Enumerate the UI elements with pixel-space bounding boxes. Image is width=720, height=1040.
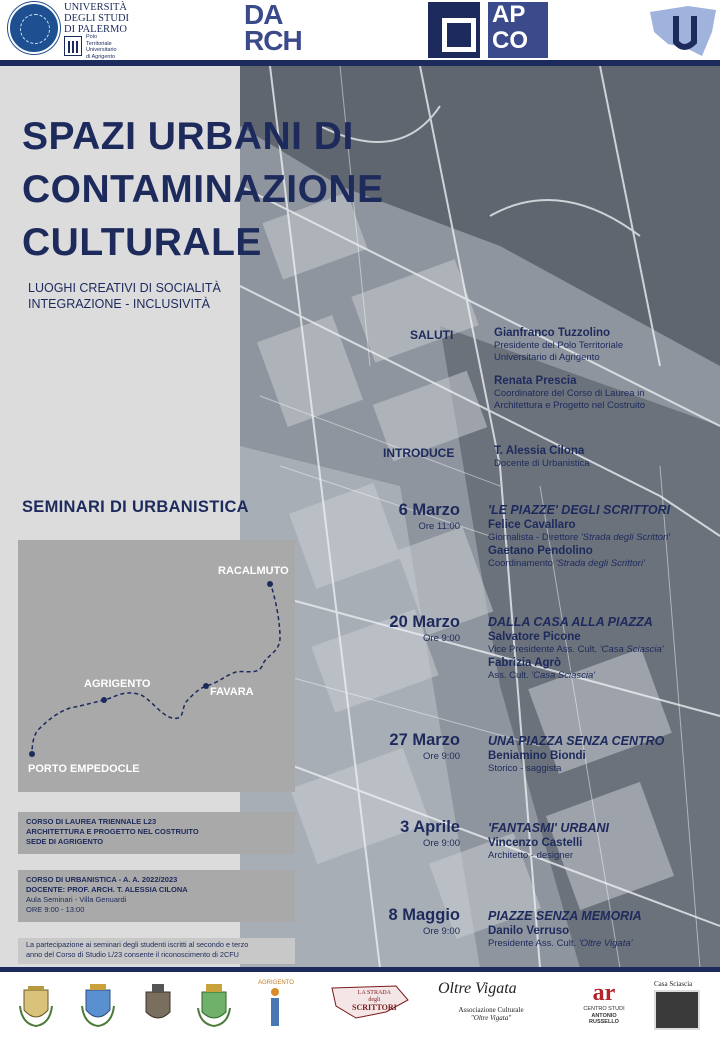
favara-marker bbox=[203, 683, 209, 689]
municipal-crest-icon bbox=[80, 980, 116, 1028]
place-racalmuto: RACALMUTO bbox=[218, 565, 289, 577]
seminar-date: 6 Marzo Ore 11:00 bbox=[398, 501, 460, 532]
saluti-person: Renata Prescia Coordinatore del Corso di Laurea in Architettura e Progetto nel Costruito bbox=[494, 375, 646, 411]
subtitle: LUOGHI CREATIVI DI SOCIALITÀ INTEGRAZIONE - INCLUSIVITÀ bbox=[28, 281, 221, 311]
municipal-crest-icon bbox=[140, 980, 176, 1028]
seminar-date: 3 Aprile Ore 9:00 bbox=[400, 818, 460, 849]
introduce-person: T. Alessia Cilona Docente di Urbanistica bbox=[494, 445, 590, 469]
seminar-date: 8 Maggio Ore 9:00 bbox=[388, 906, 460, 937]
municipal-crest-icon bbox=[18, 980, 54, 1028]
porto-empedocle-marker bbox=[29, 751, 35, 757]
seminar-event: DALLA CASA ALLA PIAZZA Salvatore Picone Vice Presidente Ass. Cult. 'Casa Sciascia' Fabrizia Agrò Ass. Cult. 'Casa Sciascia' bbox=[488, 615, 664, 681]
university-seal-logo bbox=[8, 2, 60, 54]
route-map bbox=[18, 540, 295, 792]
seminar-date: 27 Marzo Ore 9:00 bbox=[389, 731, 460, 762]
sicily-map-logo bbox=[648, 2, 718, 60]
seminars-heading: SEMINARI DI URBANISTICA bbox=[22, 498, 249, 516]
footer-logos bbox=[0, 972, 720, 1040]
place-porto-empedocle: PORTO EMPEDOCLE bbox=[28, 763, 140, 775]
casa-sciascia-logo: Casa Sciascia bbox=[654, 980, 704, 1038]
introduce-label: INTRODUCE bbox=[383, 446, 455, 460]
polo-name: Polo Territoriale Universitario di Agrigento bbox=[86, 34, 117, 60]
oltre-vigata-logo: Oltre Vigata Associazione Culturale "Oltre Vigata" bbox=[438, 980, 524, 1022]
seminar-event: PIAZZE SENZA MEMORIA Danilo Verruso Presidente Ass. Cult. 'Oltre Vigata' bbox=[488, 909, 642, 949]
seminar-event: UNA PIAZZA SENZA CENTRO Beniamino Biondi Storico - saggista bbox=[488, 734, 665, 774]
strada-scrittori-logo: LA STRADA degli SCRITTORI bbox=[326, 980, 412, 1028]
polo-building-icon bbox=[64, 36, 82, 56]
seminar-event: 'FANTASMI' URBANI Vincenzo Castelli Architetto - designer bbox=[488, 821, 609, 861]
saluti-label: SALUTI bbox=[410, 328, 454, 342]
page-title: SPAZI URBANI DI CONTAMINAZIONE CULTURALE bbox=[22, 115, 384, 264]
municipal-crest-icon bbox=[196, 980, 232, 1028]
course-info-box: CORSO DI LAUREA TRIENNALE L23 ARCHITETTURA E PROGETTO NEL COSTRUITO SEDE DI AGRIGENTO bbox=[18, 812, 295, 854]
seminar-date: 20 Marzo Ore 9:00 bbox=[389, 613, 460, 644]
cfu-note: La partecipazione ai seminari degli studenti iscritti al secondo e terzo anno del Corso di Studio L/23 consente il riconoscimento di 2CFU bbox=[18, 938, 295, 964]
urbanistica-info-box: CORSO DI URBANISTICA - A. A. 2022/2023 DOCENTE: PROF. ARCH. T. ALESSIA CILONA Aula Seminari - Villa Genuardi ORE 9:00 - 13:00 bbox=[18, 870, 295, 922]
seminar-event: 'LE PIAZZE' DEGLI SCRITTORI Felice Cavallaro Giornalista - Direttore 'Strada degli Scrittori' Gaetano Pendolino Coordinamento 'Strada degli Scrittori' bbox=[488, 503, 671, 569]
place-agrigento: AGRIGENTO bbox=[84, 678, 151, 690]
saluti-person: Gianfranco Tuzzolino Presidente del Polo Territoriale Universitario di Agrigento bbox=[494, 327, 624, 363]
place-favara: FAVARA bbox=[210, 686, 254, 698]
header bbox=[0, 0, 720, 62]
centro-studi-russello-logo: ar CENTRO STUDI ANTONIO RUSSELLO bbox=[583, 980, 625, 1025]
apco-logo: AP CO bbox=[488, 2, 548, 58]
university-name: UNIVERSITÀ DEGLI STUDI DI PALERMO bbox=[64, 2, 130, 35]
agrigento-marker bbox=[101, 697, 107, 703]
agrigento-logo: AGRIGENTO bbox=[258, 980, 292, 1036]
darch-logo: DA RCH bbox=[244, 0, 302, 56]
apco-square-logo bbox=[428, 2, 480, 58]
racalmuto-marker bbox=[267, 581, 273, 587]
